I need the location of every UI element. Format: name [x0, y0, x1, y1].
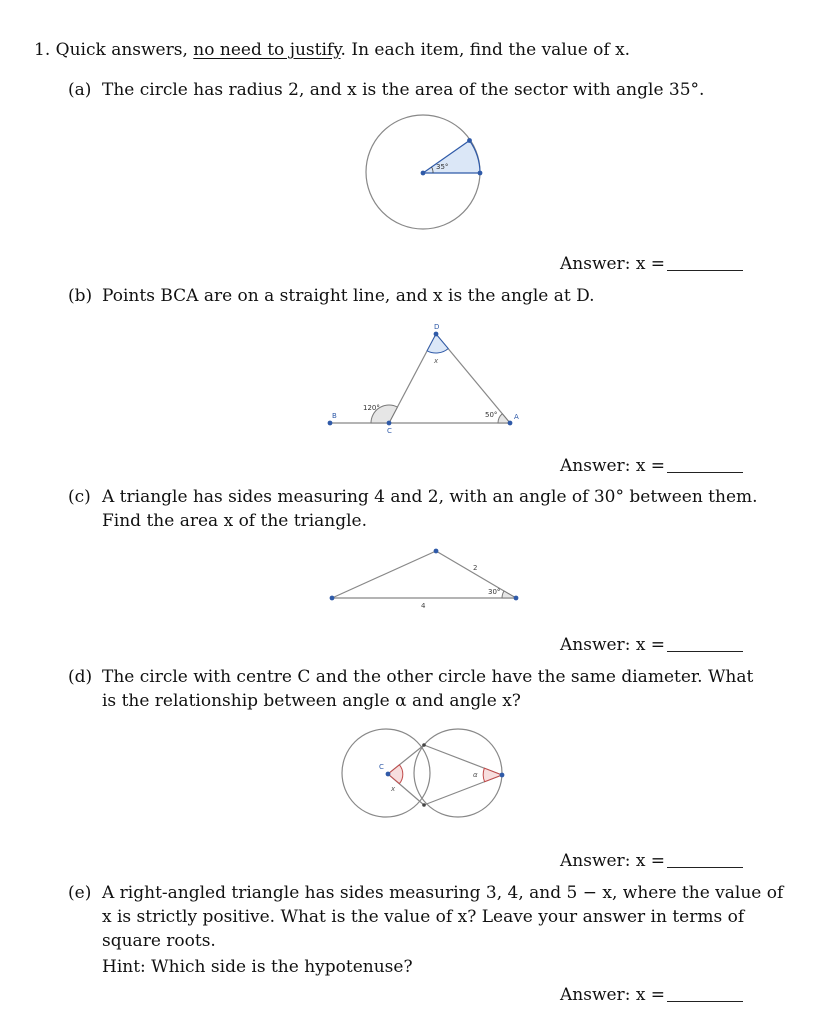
question-header: [34, 38, 630, 62]
point-right: [514, 596, 519, 601]
item-e-label: (e): [68, 883, 92, 903]
answer-blank[interactable]: [667, 985, 743, 1002]
label-x: x: [391, 785, 396, 793]
item-e-text-line3: square roots.: [102, 931, 216, 951]
item-e-hint: Hint: Which side is the hypotenuse?: [102, 957, 413, 977]
item-e-text-line2: x is strictly positive. What is the value of x? Leave your answer in terms of: [102, 907, 745, 927]
label-120: 120°: [363, 404, 380, 412]
item-a-answer: [560, 252, 743, 276]
label-d: D: [434, 323, 440, 331]
sector-diagram: [360, 112, 490, 232]
center-point: [421, 171, 426, 176]
answer-label: Answer: x =: [560, 985, 666, 1005]
question-intro-post: . In each item, find the value of x.: [340, 40, 631, 60]
item-c-answer: [560, 633, 743, 657]
label-30: 30°: [488, 588, 501, 596]
point-b: [328, 421, 333, 426]
angle-d-fill: [427, 334, 448, 353]
sector-point-1: [478, 171, 483, 176]
answer-blank[interactable]: [667, 635, 743, 652]
item-b-label: (b): [68, 286, 93, 306]
item-a-label: (a): [68, 80, 92, 100]
item-c-text-line1: A triangle has sides measuring 4 and 2, with an angle of 30° between them.: [102, 487, 758, 507]
answer-blank[interactable]: [667, 851, 743, 868]
question-number: 1.: [34, 40, 51, 60]
sector-shape: [423, 141, 480, 174]
question-intro-pre: Quick answers,: [55, 40, 194, 60]
answer-blank[interactable]: [667, 254, 743, 271]
item-e-text-line1: A right-angled triangle has sides measuring 3, 4, and 5 − x, where the value of: [102, 883, 784, 903]
sector-point-2: [467, 138, 472, 143]
angle-alpha-fill: [483, 768, 502, 782]
answer-label: Answer: x =: [560, 635, 666, 655]
item-c-label: (c): [68, 487, 91, 507]
item-d-answer: [560, 849, 743, 873]
label-c: C: [387, 427, 392, 435]
item-d-label: (d): [68, 667, 93, 687]
triangle-b-diagram: [320, 318, 530, 438]
label-a: A: [514, 413, 519, 421]
label-b: B: [332, 412, 337, 420]
point-left: [330, 596, 335, 601]
angle-label-35: 35°: [436, 163, 449, 171]
intersection-top: [422, 743, 426, 747]
question-intro-underlined: no need to justify: [193, 40, 341, 60]
label-side-4: 4: [421, 602, 426, 610]
item-c-text-line2: Find the area x of the triangle.: [102, 511, 368, 531]
item-d-text-line1: The circle with centre C and the other circle have the same diameter. What: [102, 667, 754, 687]
label-side-2: 2: [473, 564, 478, 572]
point-c: [387, 421, 392, 426]
label-x: x: [434, 357, 439, 365]
item-e-answer: [560, 983, 743, 1007]
side-long: [332, 551, 436, 598]
answer-label: Answer: x =: [560, 456, 666, 476]
triangle-c-diagram: [320, 540, 530, 620]
label-c: C: [379, 763, 384, 771]
item-b-answer: [560, 454, 743, 478]
label-alpha: α: [473, 771, 478, 779]
item-a-text: The circle has radius 2, and x is the area of the sector with angle 35°.: [102, 80, 705, 100]
point-alpha: [500, 773, 505, 778]
point-d: [434, 332, 439, 337]
point-c: [386, 772, 391, 777]
item-d-text-line2: is the relationship between angle α and angle x?: [102, 691, 521, 711]
label-50: 50°: [485, 411, 498, 419]
intersection-bottom: [422, 803, 426, 807]
point-top: [434, 549, 439, 554]
answer-label: Answer: x =: [560, 254, 666, 274]
item-b-text: Points BCA are on a straight line, and x is the angle at D.: [102, 286, 595, 306]
answer-label: Answer: x =: [560, 851, 666, 871]
point-a: [508, 421, 513, 426]
answer-blank[interactable]: [667, 456, 743, 473]
circles-diagram: [330, 718, 520, 830]
